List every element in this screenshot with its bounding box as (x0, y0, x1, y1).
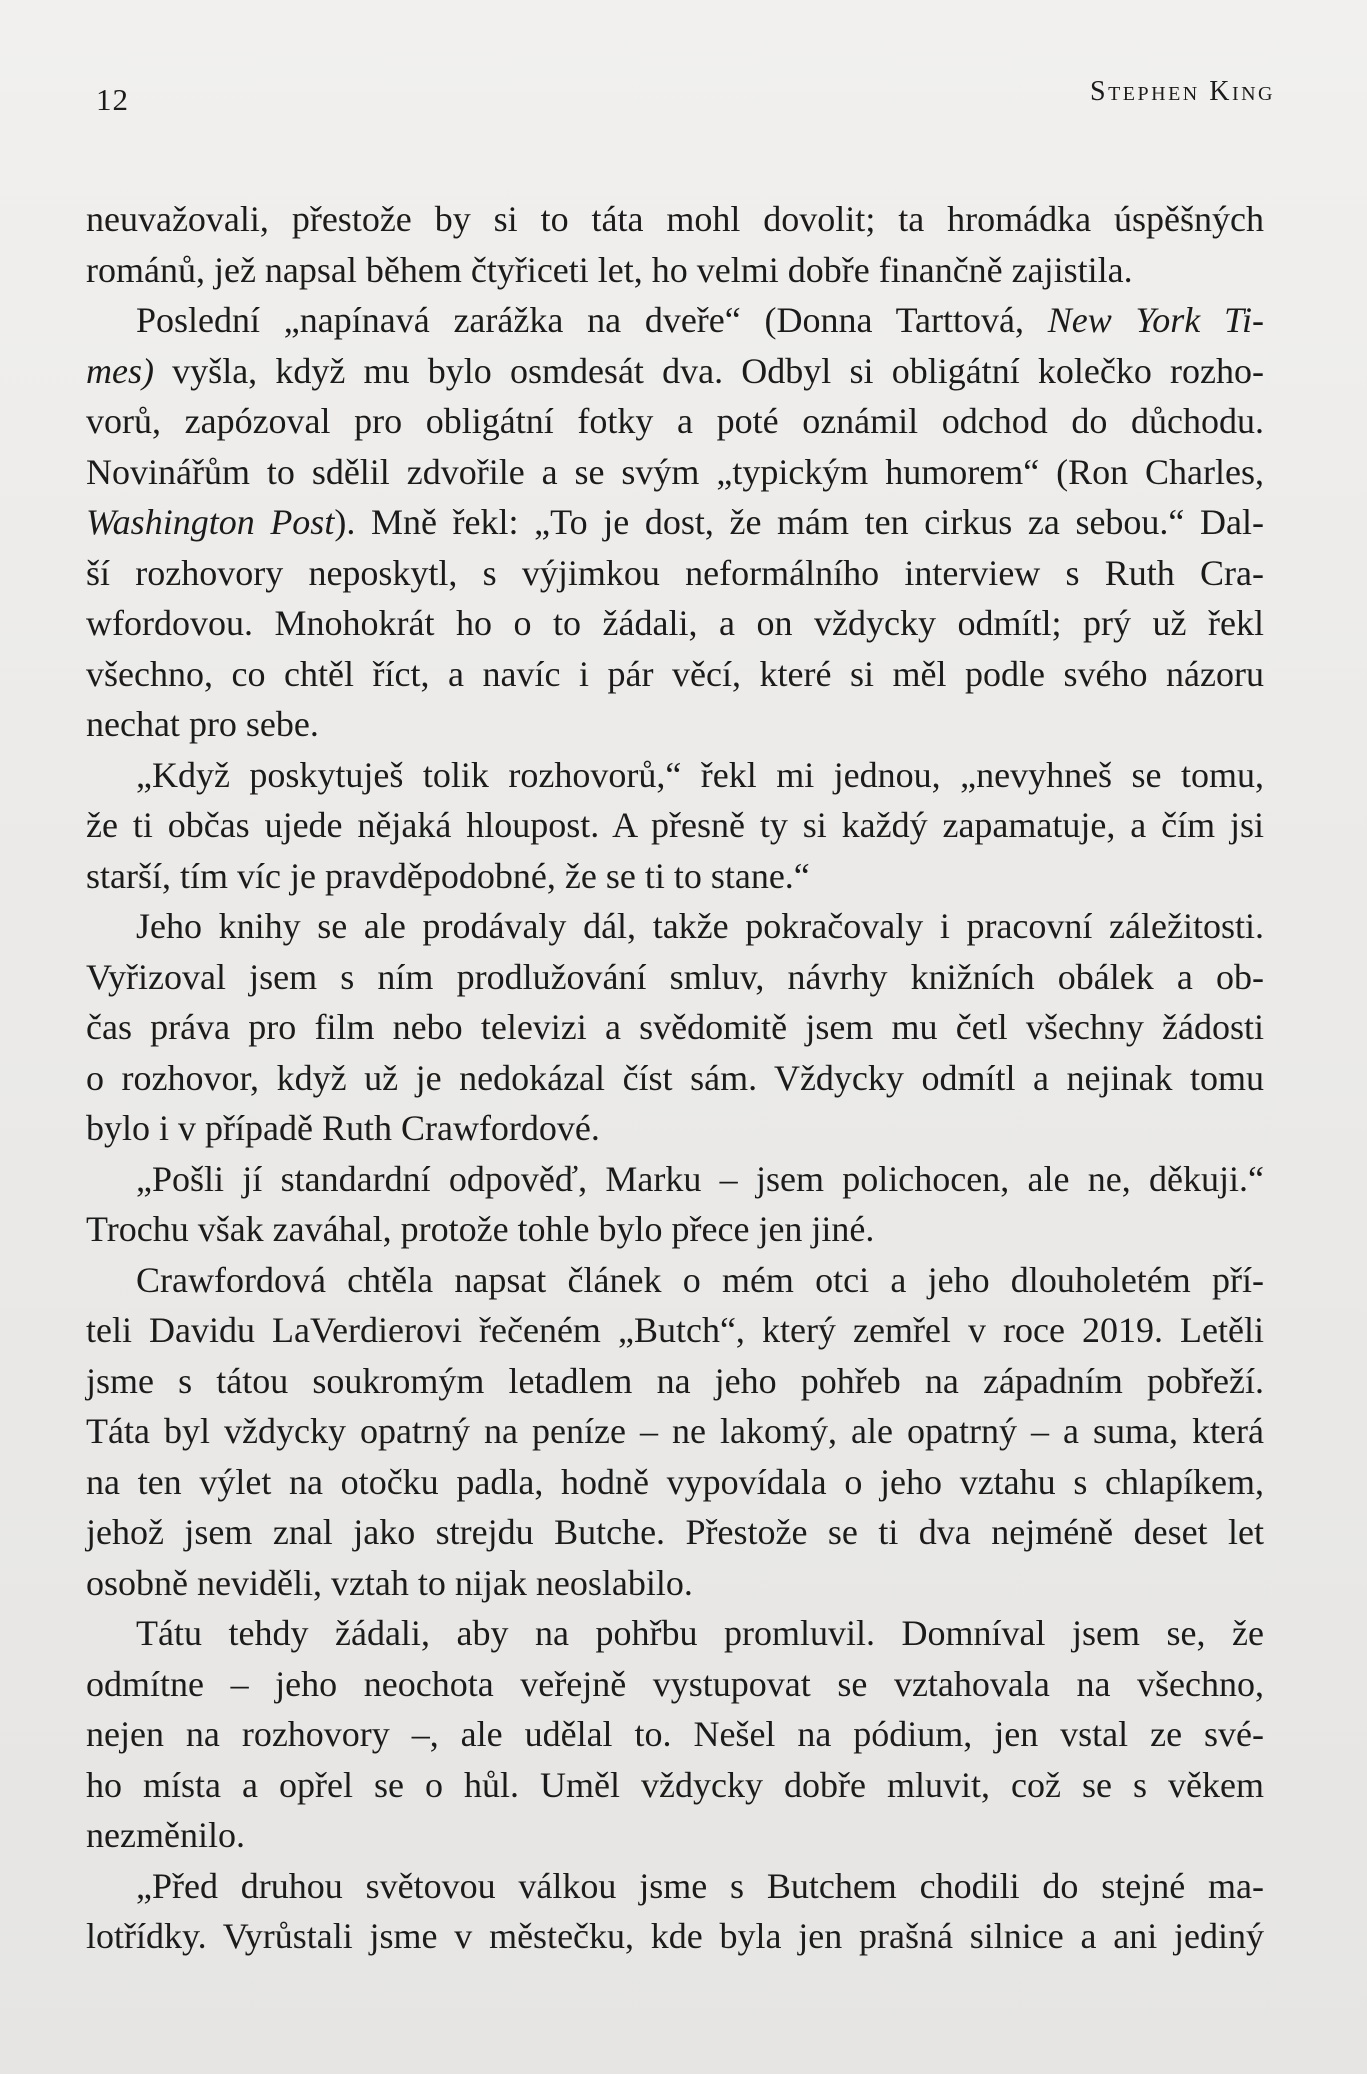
text-line: jehož jsem znal jako strejdu Butche. Přestože se ti dva nejméně deset let (86, 1512, 1264, 1552)
text-line: „Pošli jí standardní odpověď, Marku – jsem polichocen, ale ne, děkuji.“ (136, 1158, 1264, 1199)
text-line: jsme s tátou soukromým letadlem na jeho pohřeb na západním pobřeží. (86, 1360, 1264, 1401)
text-line: čas práva pro film nebo televizi a svědomitě jsem mu četl všechny žádosti (86, 1007, 1264, 1047)
text-line: Crawfordová chtěla napsat článek o mém otci a jeho dlouholetém pří- (136, 1259, 1264, 1300)
body-text (86, 194, 1264, 1962)
text-line: ho místa a opřel se o hůl. Uměl vždycky dobře mluvit, což se s věkem (86, 1764, 1264, 1805)
text-line: nechat pro sebe. (86, 704, 319, 744)
text-line: odmítne – jeho neochota veřejně vystupovat se vztahovala na všechno, (86, 1663, 1264, 1704)
italic-title: mes) (86, 350, 154, 391)
text-line: „Když poskytuješ tolik rozhovorů,“ řekl mi jednou, „nevyhneš se tomu, (136, 754, 1264, 795)
text-line: Novinářům to sdělil zdvořile a se svým „typickým humorem“ (Ron Charles, (86, 451, 1264, 492)
text-line: všechno, co chtěl říct, a navíc i pár věcí, které si měl podle svého názoru (86, 653, 1264, 694)
text-line: teli Davidu LaVerdierovi řečeném „Butch“, který zemřel v roce 2019. Letěli (86, 1310, 1264, 1350)
text-line: „Před druhou světovou válkou jsme s Butchem chodili do stejné ma- (136, 1865, 1264, 1906)
running-head-author: Stephen King (1090, 76, 1275, 107)
text-line: lotřídky. Vyrůstali jsme v městečku, kde byla jen prašná silnice a ani jediný (86, 1916, 1264, 1956)
text-line: bylo i v případě Ruth Crawfordové. (86, 1108, 600, 1148)
text-line (86, 295, 1264, 346)
text-line (86, 497, 1264, 548)
text-line: na ten výlet na otočku padla, hodně vypovídala o jeho vztahu s chlapíkem, (86, 1461, 1264, 1502)
text-line: Tátu tehdy žádali, aby na pohřbu promluvil. Domníval jsem se, že (136, 1613, 1264, 1653)
text-line: starší, tím víc je pravděpodobné, že se ti to stane.“ (86, 855, 810, 896)
text-line: vorů, zapózoval pro obligátní fotky a poté oznámil odchod do důchodu. (86, 401, 1264, 441)
text-line: Vyřizoval jsem s ním prodlužování smluv, návrhy knižních obálek a ob- (86, 956, 1264, 997)
text-line: wfordovou. Mnohokrát ho o to žádali, a on vždycky odmítl; prý už řekl (86, 603, 1264, 643)
text-line: ší rozhovory neposkytl, s výjimkou neformálního interview s Ruth Cra- (86, 552, 1264, 593)
text-line: o rozhovor, když už je nedokázal číst sám. Vždycky odmítl a nejinak tomu (86, 1057, 1264, 1098)
text-line: nejen na rozhovory –, ale udělal to. Nešel na pódium, jen vstal ze své- (86, 1714, 1264, 1754)
text-line: nezměnilo. (86, 1815, 245, 1855)
text-fragment: Poslední „napínavá zarážka na dveře“ (Donna Tarttová, (136, 300, 1024, 340)
text-fragment: ). Mně řekl: „To je dost, že mám ten cirkus za sebou.“ Dal- (334, 502, 1264, 542)
text-line: Jeho knihy se ale prodávaly dál, takže pokračovaly i pracovní záležitosti. (136, 906, 1264, 946)
text-line: románů, jež napsal během čtyřiceti let, ho velmi dobře finančně zajistila. (86, 249, 1133, 290)
page-number: 12 (96, 82, 129, 117)
italic-title: New York Ti- (1047, 300, 1265, 340)
text-line: Táta byl vždycky opatrný na peníze – ne lakomý, ale opatrný – a suma, která (86, 1411, 1264, 1451)
italic-title: Washington Post (86, 502, 335, 542)
text-line: osobně neviděli, vztah to nijak neoslabilo. (86, 1562, 693, 1603)
text-line: že ti občas ujede nějaká hloupost. A přesně ty si každý zapamatuje, a čím jsi (86, 805, 1264, 845)
text-line (86, 346, 1264, 397)
text-fragment: vyšla, když mu bylo osmdesát dva. Odbyl si obligátní kolečko rozho- (153, 350, 1264, 391)
text-line: neuvažovali, přestože by si to táta mohl dovolit; ta hromádka úspěšných (86, 199, 1264, 239)
text-line: Trochu však zaváhal, protože tohle bylo přece jen jiné. (86, 1209, 875, 1249)
